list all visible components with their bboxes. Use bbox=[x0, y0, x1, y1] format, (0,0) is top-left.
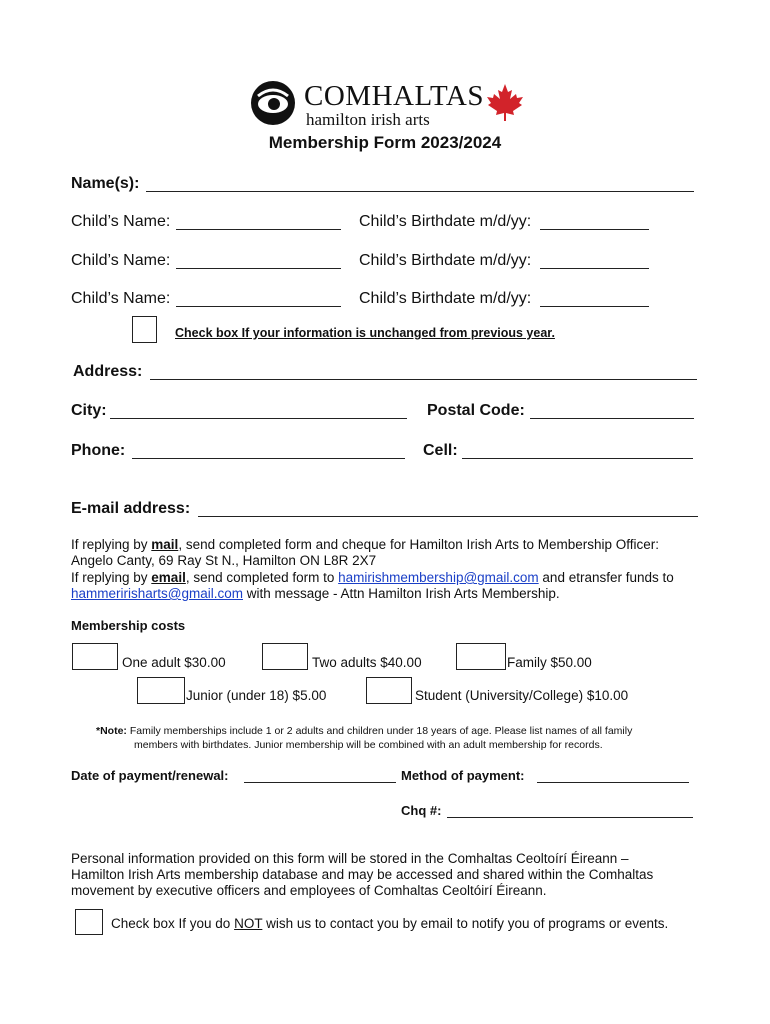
two-adults-checkbox[interactable] bbox=[262, 643, 308, 670]
membership-email-link[interactable]: hamirishmembership@gmail.com bbox=[338, 570, 539, 585]
no-contact-checkbox[interactable] bbox=[75, 909, 103, 935]
child-name-label-1: Child’s Name: bbox=[71, 213, 171, 230]
child-birthdate-input-2[interactable] bbox=[540, 268, 649, 269]
family-label: Family $50.00 bbox=[507, 655, 592, 670]
instructions-etransfer bbox=[71, 586, 560, 601]
payment-date-input-line[interactable] bbox=[244, 782, 396, 783]
junior-label: Junior (under 18) $5.00 bbox=[186, 688, 327, 703]
cell-label: Cell: bbox=[423, 442, 458, 459]
contact-suffix: wish us to contact you by email to notify you of programs or events. bbox=[262, 916, 669, 931]
student-label: Student (University/College) $10.00 bbox=[415, 688, 629, 703]
city-input-line[interactable] bbox=[110, 418, 407, 419]
no-contact-label bbox=[111, 916, 668, 931]
junior-checkbox[interactable] bbox=[137, 677, 185, 704]
payment-date-label: Date of payment/renewal: bbox=[71, 768, 229, 783]
child-name-input-1[interactable] bbox=[176, 229, 341, 230]
logo-brand: COMHALTAS bbox=[304, 80, 484, 112]
note-label: *Note: bbox=[96, 725, 127, 737]
instructions-mail bbox=[71, 537, 659, 552]
child-name-label-3: Child’s Name: bbox=[71, 290, 171, 307]
family-checkbox[interactable] bbox=[456, 643, 506, 670]
child-name-label-2: Child’s Name: bbox=[71, 252, 171, 269]
child-name-input-3[interactable] bbox=[176, 306, 341, 307]
email-suffix: and etransfer funds to bbox=[538, 570, 674, 585]
contact-not-word: NOT bbox=[234, 916, 263, 931]
contact-prefix: Check box If you do bbox=[111, 916, 235, 931]
email-input-line[interactable] bbox=[198, 516, 698, 517]
costs-heading: Membership costs bbox=[71, 618, 186, 633]
city-label: City: bbox=[71, 402, 107, 419]
chq-label: Chq #: bbox=[401, 803, 442, 818]
postal-code-label: Postal Code: bbox=[427, 402, 525, 419]
child-name-input-2[interactable] bbox=[176, 268, 341, 269]
student-checkbox[interactable] bbox=[366, 677, 412, 704]
privacy-line-3: movement by executive officers and employees of Comhaltas Ceoltóirí Éireann. bbox=[71, 883, 547, 898]
two-adults-label: Two adults $40.00 bbox=[312, 655, 422, 670]
mail-word: mail bbox=[151, 537, 179, 552]
privacy-line-2: Hamilton Irish Arts membership database and may be accessed and shared within the Comhaltas bbox=[71, 867, 654, 882]
unchanged-checkbox[interactable] bbox=[132, 316, 157, 343]
child-birthdate-input-1[interactable] bbox=[540, 229, 649, 230]
email-prefix: If replying by bbox=[71, 570, 152, 585]
etransfer-email-link[interactable]: hammeririsharts@gmail.com bbox=[71, 586, 243, 601]
address-input-line[interactable] bbox=[150, 379, 697, 380]
logo bbox=[250, 78, 525, 128]
note-text-1: Family memberships include 1 or 2 adults and children under 18 years of age. Please list names of all family bbox=[126, 725, 633, 737]
mailing-address: Angelo Canty, 69 Ray St N., Hamilton ON L8R 2X7 bbox=[71, 553, 377, 568]
cell-input-line[interactable] bbox=[462, 458, 693, 459]
unchanged-label: Check box If your information is unchanged from previous year. bbox=[175, 326, 555, 340]
logo-subtitle: hamilton irish arts bbox=[306, 110, 430, 129]
postal-code-input-line[interactable] bbox=[530, 418, 694, 419]
note-line-1 bbox=[96, 725, 632, 737]
child-birthdate-input-3[interactable] bbox=[540, 306, 649, 307]
names-input-line[interactable] bbox=[146, 191, 694, 192]
mail-suffix: , send completed form and cheque for Hamilton Irish Arts to Membership Officer: bbox=[178, 537, 660, 552]
privacy-line-1: Personal information provided on this form will be stored in the Comhaltas Ceoltoírí Éireann – bbox=[71, 851, 629, 866]
child-birthdate-label-1: Child’s Birthdate m/d/yy: bbox=[359, 213, 532, 230]
payment-method-label: Method of payment: bbox=[401, 768, 525, 783]
note-line-2: members with birthdates. Junior membership will be combined with an adult membership for records. bbox=[134, 739, 603, 751]
names-label: Name(s): bbox=[71, 175, 140, 192]
payment-method-input-line[interactable] bbox=[537, 782, 689, 783]
page-title: Membership Form 2023/2024 bbox=[268, 133, 502, 152]
email-mid: , send completed form to bbox=[185, 570, 339, 585]
phone-label: Phone: bbox=[71, 442, 126, 459]
one-adult-checkbox[interactable] bbox=[72, 643, 118, 670]
phone-input-line[interactable] bbox=[132, 458, 405, 459]
etransfer-suffix: with message - Attn Hamilton Irish Arts Membership. bbox=[243, 586, 560, 601]
email-label: E-mail address: bbox=[71, 500, 191, 517]
mail-prefix: If replying by bbox=[71, 537, 152, 552]
email-word: email bbox=[151, 570, 186, 585]
one-adult-label: One adult $30.00 bbox=[122, 655, 226, 670]
chq-input-line[interactable] bbox=[447, 817, 693, 818]
maple-leaf-icon bbox=[485, 82, 525, 122]
comhaltas-swirl-icon bbox=[250, 80, 296, 126]
child-birthdate-label-3: Child’s Birthdate m/d/yy: bbox=[359, 290, 532, 307]
address-label: Address: bbox=[73, 363, 143, 380]
instructions-email bbox=[71, 570, 674, 585]
child-birthdate-label-2: Child’s Birthdate m/d/yy: bbox=[359, 252, 532, 269]
